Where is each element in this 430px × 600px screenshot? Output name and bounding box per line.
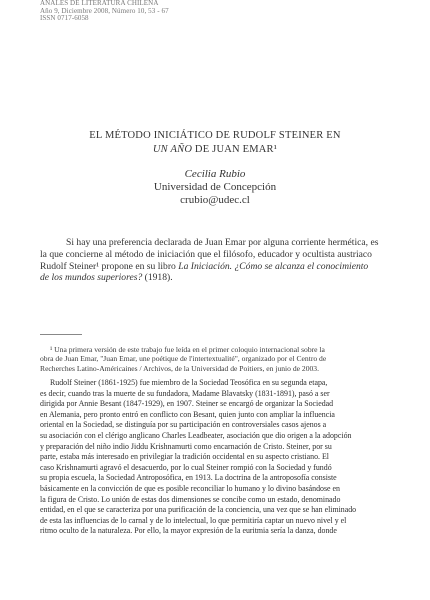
article-title <box>0 129 430 157</box>
body-line: y preparación del niño indio Jiddu Krishnamurti como encarnación de Cristo. Steiner, por su <box>40 441 332 451</box>
body-line: Rudolf Steiner (1861-1925) fue miembro de la Sociedad Teosófica en su segunda etapa, <box>50 378 328 387</box>
issue-info: Año 9, Diciembre 2008, Número 10, 53 - 67 <box>40 6 169 15</box>
opening-line: la que concierne al método de iniciación que el filósofo, educador y ocultista austriaco <box>40 248 372 260</box>
issn: ISSN 0717-6058 <box>40 14 89 22</box>
book-title-italic: La Iniciación. ¿Cómo se alcanza el conocimiento <box>178 260 369 272</box>
footnote <box>40 345 390 373</box>
title-line-2 <box>0 143 430 157</box>
book-title-italic: de los mundos superiores? <box>40 272 143 284</box>
footnote-divider <box>40 334 82 335</box>
footnote-line: ¹ Una primera versión de este trabajo fue leída en el primer coloquio internacional sobre la <box>50 345 325 354</box>
body-line: en Alemania, pero pronto entró en conflicto con Besant, quien junto con ampliar la influencia <box>40 409 335 419</box>
opening-text: Rudolf Steiner¹ propone en su libro <box>40 260 179 272</box>
body-line: entidad, en el que se caracteriza por una purificación de la conciencia, una vez que se han eliminado <box>40 505 357 515</box>
title-book-italic: UN AÑO <box>152 144 193 155</box>
body-line: dirigida por Annie Besant (1847-1929), en 1907. Steiner se encargó de organizar la Sociedad <box>40 399 334 409</box>
body-line: parte, estaba más interesado en privilegiar la tradición occidental en su aspecto cristiano. El <box>40 452 329 462</box>
body-line: es decir, cuando tras la muerte de su fundadora, Madame Blavatsky (1831-1891), pasó a ser <box>40 388 330 398</box>
body-line: ritmo oculto de la naturaleza. Por ello, la mayor expresión de la euritmia sería la danza, donde <box>40 526 337 536</box>
author-email: crubio@udec.cl <box>180 194 250 206</box>
body-line: de esta las influencias de lo carnal y de lo intelectual, lo que permitiría captar un nuevo nivel y el <box>40 515 347 525</box>
body-line: la figura de Cristo. Lo unión de estas dos dimensiones se concibe como un estado, denominado <box>40 494 341 504</box>
opening-text: (1918). <box>142 272 173 284</box>
author-affiliation: Universidad de Concepción <box>153 181 277 193</box>
body-text <box>40 378 390 537</box>
journal-name: ANALES DE LITERATURA CHILENA <box>40 0 159 7</box>
opening-line <box>40 261 390 273</box>
title-line-1: EL MÉTODO INICIÁTICO DE RUDOLF STEINER EN <box>89 130 341 141</box>
body-line: básicamente en la convicción de que es posible reconciliar lo humano y lo divino basándose en <box>40 483 340 493</box>
opening-line: Si hay una preferencia declarada de Juan Emar por alguna corriente hermética, es <box>66 237 379 248</box>
author-name: Cecilia Rubio <box>184 168 246 180</box>
body-line: su asociación con el clérigo anglicano Charles Leadbeater, asociación que dio origen a la adopción <box>40 430 352 440</box>
title-line-2-rest: DE JUAN EMAR¹ <box>192 144 278 155</box>
body-line: su propia escuela, la Sociedad Antroposófica, en 1913. La doctrina de la antroposofía consiste <box>40 473 337 483</box>
footnote-line: obra de Juan Emar, "Juan Emar, une poétique de l'intertextualité", organizado por el Centro de <box>40 354 327 364</box>
body-line: oriental en la Sociedad, se distinguía por su participación en controversiales casos ajenos a <box>40 420 327 430</box>
body-line: caso Krishnamurti agravó el desacuerdo, por lo cual Steiner rompió con la Sociedad y fundó <box>40 462 332 472</box>
opening-line <box>40 272 390 284</box>
opening-paragraph <box>40 237 390 284</box>
author-block <box>0 168 430 207</box>
footnote-line: Recherches Latino-Américaines / Archivos, de la Universidad de Poitiers, en junio de 2003. <box>40 363 319 373</box>
running-header <box>40 0 169 23</box>
